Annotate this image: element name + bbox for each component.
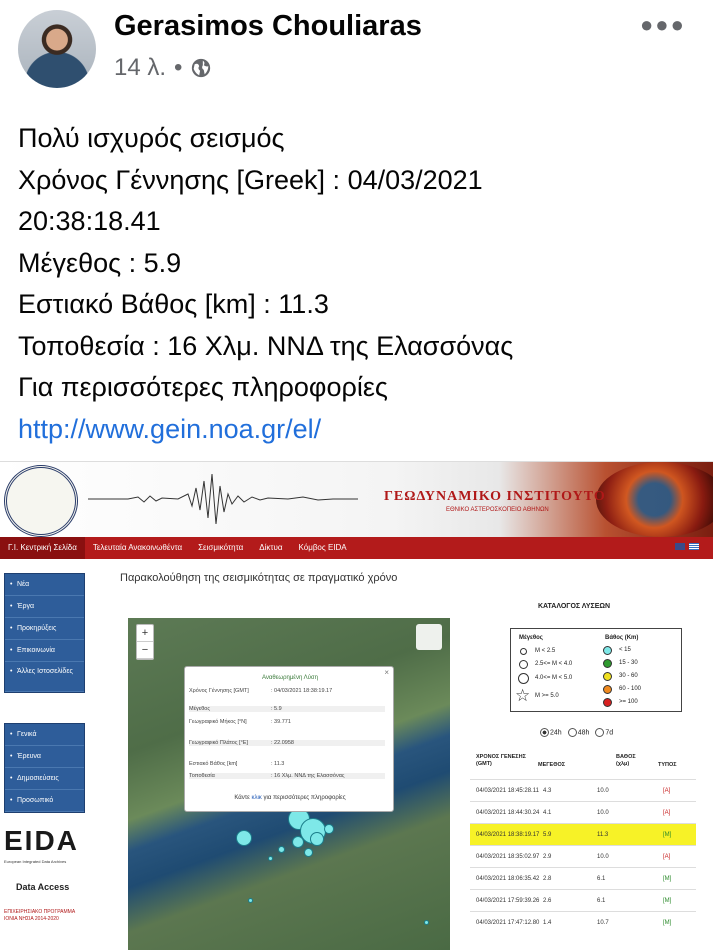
quake-marker[interactable] (424, 920, 429, 925)
post-header (0, 0, 713, 100)
post-line: Μέγεθος : 5.9 (18, 247, 182, 278)
period-option-24h[interactable] (540, 728, 562, 737)
sidebar-item-contact[interactable]: • Επικοινωνία (5, 640, 84, 662)
shared-screenshot[interactable] (0, 461, 713, 950)
cell-depth: 10.7 (597, 920, 609, 926)
cell-type[interactable]: [A] (663, 788, 671, 794)
quake-marker[interactable] (236, 830, 252, 846)
popup-heading: Αναθεωρημένη Λύση (262, 675, 318, 681)
sidebar-menu-primary (4, 573, 85, 693)
legend-depth-label: >= 100 (619, 699, 638, 705)
cell-time: 04/03/2021 18:38:19.17 (476, 832, 540, 838)
institute-subtitle: ΕΘΝΙΚΟ ΑΣΤΕΡΟΣΚΟΠΕΙΟ ΑΘΗΝΩΝ (446, 507, 549, 513)
radio-selected-icon[interactable] (540, 728, 549, 737)
institute-title: ΓΕΩΔΥΝΑΜΙΚΟ ΙΝΣΤΙΤΟΥΤΟ (384, 489, 606, 504)
radio-icon[interactable] (595, 728, 604, 737)
sidebar-item-research[interactable]: • Έρευνα (5, 746, 84, 768)
post-line: Τοποθεσία : 16 Χλμ. ΝΝΔ της Ελασσόνας (18, 330, 514, 361)
post-time[interactable]: 14 λ. (114, 54, 167, 81)
post-meta (114, 54, 212, 82)
period-option-7d[interactable] (595, 728, 613, 737)
map-zoom-control (136, 624, 154, 660)
quake-marker[interactable] (310, 832, 324, 846)
column-header-magnitude: ΜΕΓΕΘΟΣ (538, 762, 566, 768)
popup-key: Γεωγραφικό Μήκος [°N] (189, 719, 247, 725)
zoom-in-button[interactable]: + (137, 625, 153, 642)
site-banner (0, 462, 713, 537)
star-icon: ☆ (515, 686, 531, 705)
sidebar-item-staff[interactable]: • Προσωπικό (5, 790, 84, 812)
popup-value: : 04/03/2021 18:38:19.17 (271, 688, 333, 694)
cell-time: 04/03/2021 18:45:28.11 (476, 788, 539, 794)
nav-seismicity[interactable]: Σεισμικότητα (198, 543, 244, 552)
legend-depth-swatch (603, 672, 612, 681)
cell-type[interactable]: [A] (663, 810, 671, 816)
table-row[interactable] (470, 911, 696, 933)
legend-mag-circle (519, 660, 528, 669)
greek-flag-icon[interactable] (689, 543, 699, 550)
column-header-time: ΧΡΟΝΟΣ ΓΕΝΕΣΗΣ (GMT) (476, 754, 526, 767)
author-name[interactable]: Gerasimos Chouliaras (114, 10, 422, 42)
legend-mag-heading: Μέγεθος (519, 635, 543, 641)
close-icon[interactable]: × (384, 668, 389, 677)
left-sidebar (0, 559, 92, 950)
cell-depth: 10.0 (597, 854, 609, 860)
nav-home[interactable]: Γ.Ι. Κεντρική Σελίδα (0, 537, 85, 559)
english-flag-icon[interactable] (675, 543, 685, 550)
legend-mag-label: M >= 5.0 (535, 693, 559, 699)
popup-value: : 16 Χλμ. ΝΝΔ της Ελασσόνας (271, 773, 345, 779)
cell-type[interactable]: [A] (663, 854, 671, 860)
post-line: 20:38:18.41 (18, 206, 161, 236)
seismogram-graphic (88, 466, 358, 532)
cell-type[interactable]: [M] (663, 832, 672, 838)
nav-announcements[interactable]: Τελευταία Ανακοινωθέντα (92, 543, 183, 552)
period-selector (540, 728, 613, 737)
table-row[interactable] (470, 889, 696, 911)
popup-row (189, 740, 385, 746)
legend-depth-heading: Βάθος (Km) (605, 635, 639, 641)
quake-marker[interactable] (278, 846, 285, 853)
legend-mag-circle (518, 673, 529, 684)
popup-value: : 11.3 (271, 761, 285, 767)
quake-marker[interactable] (304, 848, 313, 857)
layers-icon[interactable] (416, 624, 442, 650)
popup-key: Εστιακό Βάθος [km] (189, 761, 238, 767)
data-access-link[interactable]: Data Access (16, 882, 70, 892)
popup-link-post: για περισσότερες πληροφορίες (261, 795, 346, 801)
map-legend (510, 628, 682, 712)
page-title: Παρακολούθηση της σεισμικότητας σε πραγματικό χρόνο (120, 572, 398, 584)
quake-marker[interactable] (268, 856, 273, 861)
nav-eida[interactable]: Κόμβος EIDA (298, 543, 347, 552)
post-line: Πολύ ισχυρός σεισμός (18, 123, 285, 153)
language-flags (675, 543, 699, 550)
cell-magnitude: 2.6 (543, 898, 552, 904)
cell-time: 04/03/2021 18:35:02.97 (476, 854, 540, 860)
cell-time: 04/03/2021 17:59:39.26 (476, 898, 540, 904)
legend-depth-label: < 15 (619, 647, 631, 653)
period-label: 24h (550, 729, 562, 737)
quake-marker[interactable] (324, 824, 334, 834)
legend-mag-circle (520, 648, 527, 655)
sidebar-item-news[interactable]: • Νέα (5, 574, 84, 596)
legend-mag-label: M < 2.5 (535, 648, 556, 654)
quake-marker[interactable] (292, 836, 304, 848)
sidebar-item-projects[interactable]: • Έργα (5, 596, 84, 618)
column-header-type: ΤΥΠΟΣ (658, 762, 677, 768)
globe-icon[interactable] (190, 57, 212, 79)
cell-type[interactable]: [M] (663, 876, 672, 882)
program-logo-text: ΕΠΙΧΕΙΡΗΣΙΑΚΟ ΠΡΟΓΡΑΜΜΑ ΙΟΝΙΑ ΝΗΣΙΑ 2014-2020 (4, 909, 75, 922)
event-popup (184, 666, 394, 812)
legend-depth-label: 60 - 100 (619, 686, 642, 692)
popup-row (189, 773, 385, 779)
popup-key: Γεωγραφικό Πλάτος [°E] (189, 740, 248, 746)
table-row[interactable] (470, 845, 696, 867)
table-row[interactable] (470, 779, 696, 801)
legend-depth-swatch (603, 659, 612, 668)
popup-click-link[interactable]: κλικ (251, 795, 262, 801)
sidebar-item-general[interactable]: • Γενικά (5, 724, 84, 746)
popup-row (189, 761, 385, 767)
cell-magnitude: 4.1 (543, 810, 552, 816)
cell-time: 04/03/2021 18:06:35.42 (476, 876, 540, 882)
catalog-title: ΚΑΤΑΛΟΓΟΣ ΛΥΣΕΩΝ (538, 603, 611, 610)
popup-key: Χρόνος Γέννησης [GMT] (189, 688, 249, 694)
period-label: 48h (577, 729, 590, 737)
post-body (18, 118, 698, 450)
legend-depth-swatch (603, 698, 612, 707)
eida-subtitle: European Integrated Data Archives (4, 859, 67, 864)
cell-time: 04/03/2021 17:47:12.80 (476, 920, 540, 926)
popup-key: Τοποθεσία (189, 773, 215, 779)
legend-mag-label: 2.5<= M < 4.0 (535, 661, 573, 667)
cell-magnitude: 2.8 (543, 876, 552, 882)
table-row-highlighted[interactable] (470, 823, 696, 845)
zoom-out-button[interactable]: − (137, 642, 153, 659)
nav-networks[interactable]: Δίκτυα (259, 543, 283, 552)
sidebar-menu-secondary (4, 723, 85, 813)
period-option-48h[interactable] (568, 728, 590, 737)
quake-marker[interactable] (248, 898, 253, 903)
cell-time: 04/03/2021 18:44:30.24 (476, 810, 540, 816)
legend-depth-swatch (603, 685, 612, 694)
globe-graphic (596, 462, 713, 537)
meta-separator: • (174, 54, 183, 81)
cell-depth: 6.1 (597, 898, 606, 904)
observatory-seal-logo (4, 465, 78, 537)
table-row[interactable] (470, 801, 696, 823)
cell-depth: 11.3 (597, 832, 609, 838)
radio-icon[interactable] (568, 728, 577, 737)
more-options-icon[interactable]: ●●● (640, 12, 686, 37)
cell-depth: 10.0 (597, 788, 609, 794)
cell-magnitude: 1.4 (543, 920, 552, 926)
cell-type[interactable]: [M] (663, 920, 672, 926)
eida-logo[interactable]: EIDA (4, 825, 79, 856)
cell-magnitude: 2.9 (543, 854, 552, 860)
site-navbar (0, 537, 713, 559)
cell-magnitude: 5.9 (543, 832, 552, 838)
seismicity-map[interactable] (128, 618, 450, 950)
popup-row (189, 706, 385, 712)
popup-more-info (185, 795, 395, 801)
cell-depth: 6.1 (597, 876, 606, 882)
legend-depth-label: 15 - 30 (619, 660, 638, 666)
cell-type[interactable]: [M] (663, 898, 672, 904)
period-label: 7d (605, 729, 614, 737)
author-avatar[interactable] (18, 10, 96, 88)
post-line: Χρόνος Γέννησης [Greek] : 04/03/2021 (18, 164, 483, 195)
popup-row (189, 688, 385, 694)
post-line: Εστιακό Βάθος [km] : 11.3 (18, 289, 329, 319)
popup-link-pre: Κάντε (234, 795, 252, 801)
table-row[interactable] (470, 867, 696, 889)
sidebar-item-other-sites[interactable]: • Άλλες Ιστοσελίδες (5, 662, 84, 692)
sidebar-item-publications[interactable]: • Δημοσιεύσεις (5, 768, 84, 790)
column-header-depth: ΒΑΘΟΣ (χλμ) (616, 754, 636, 767)
popup-value: : 22.0958 (271, 740, 294, 746)
post-line: Για περισσότερες πληροφορίες (18, 372, 388, 402)
cell-magnitude: 4.3 (543, 788, 552, 794)
legend-depth-swatch (603, 646, 612, 655)
cell-depth: 10.0 (597, 810, 609, 816)
popup-key: Μέγεθος (189, 706, 211, 712)
legend-depth-label: 30 - 60 (619, 673, 638, 679)
legend-mag-label: 4.0<= M < 5.0 (535, 675, 573, 681)
sidebar-item-calls[interactable]: • Προκηρύξεις (5, 618, 84, 640)
popup-value: : 5.9 (271, 706, 282, 712)
popup-value: : 39.771 (271, 719, 291, 725)
post-link[interactable]: http://www.gein.noa.gr/el/ (18, 413, 322, 444)
popup-row (189, 719, 385, 725)
